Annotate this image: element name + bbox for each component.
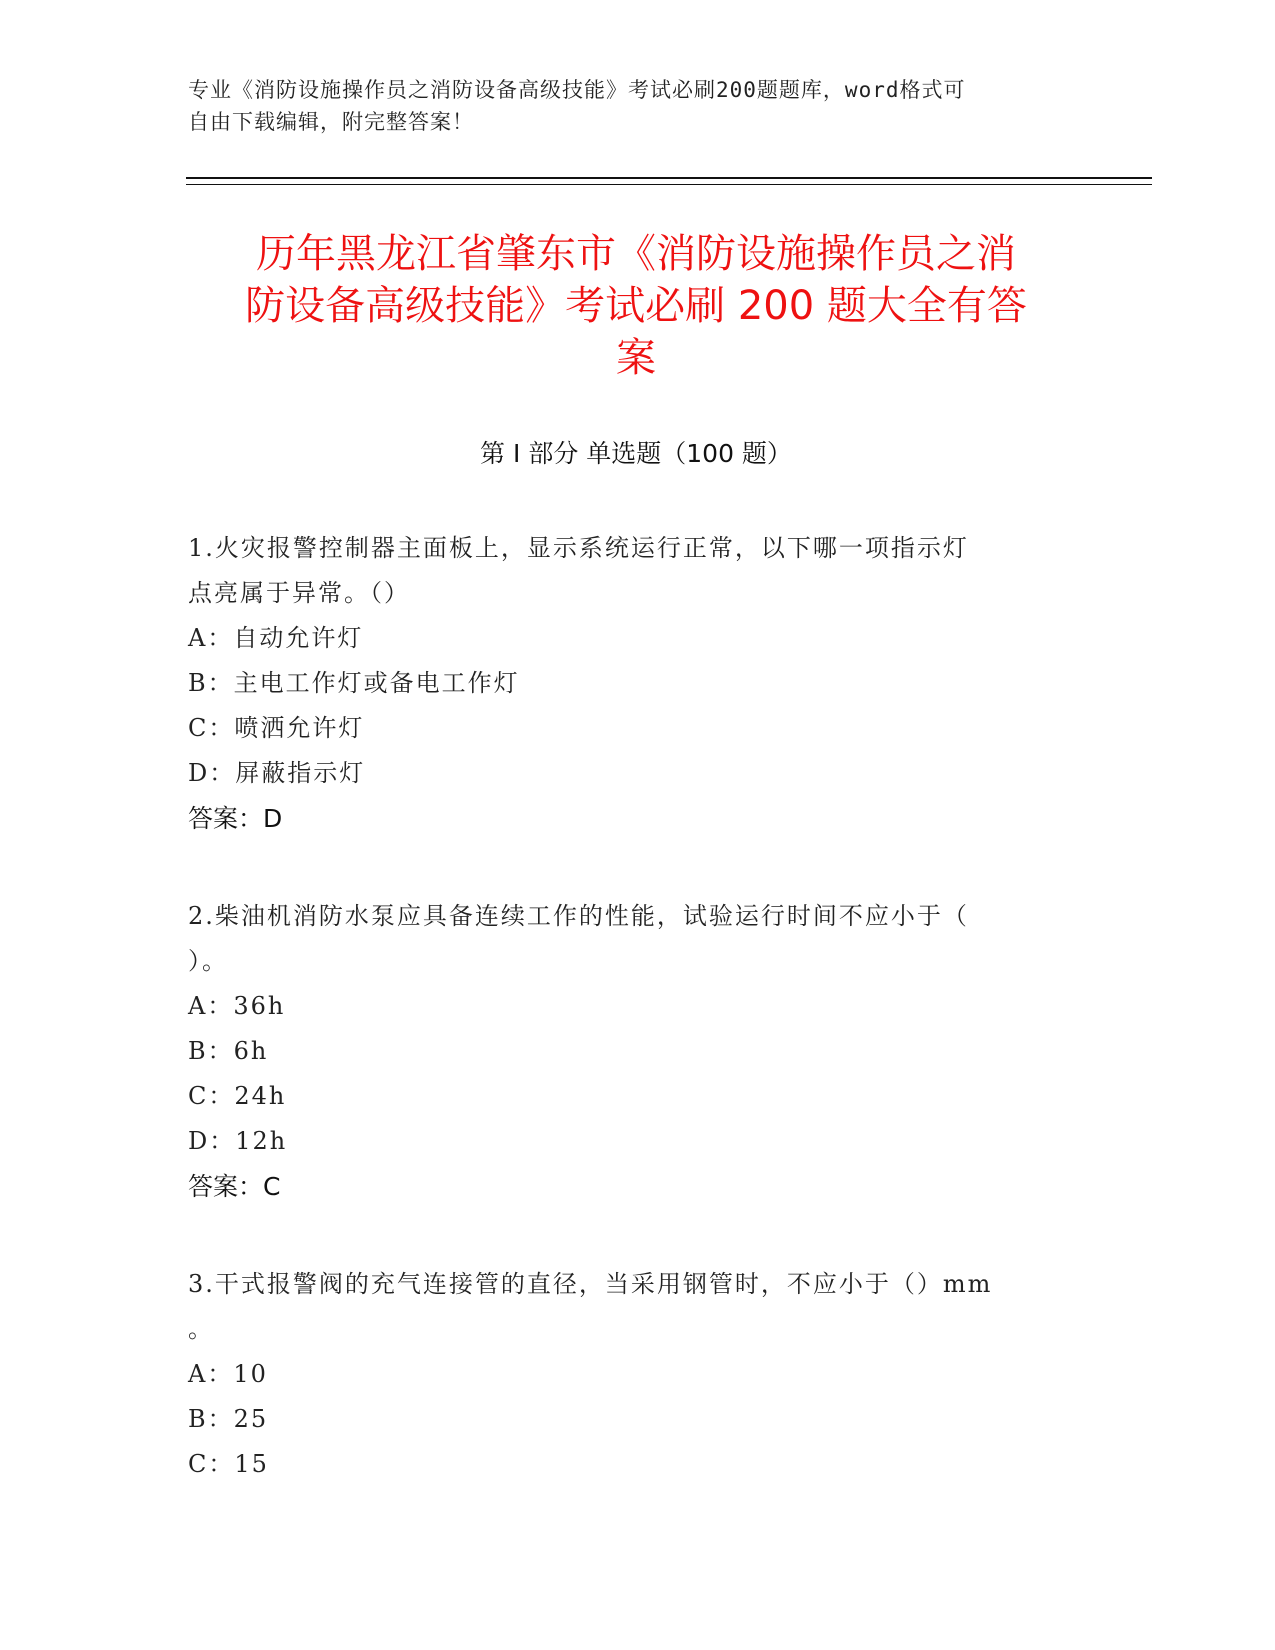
header-divider-thin (186, 184, 1152, 185)
question-1-option-b: B：主电工作灯或备电工作灯 (188, 669, 520, 697)
question-2-stem-line-2: ）。 (188, 947, 228, 975)
question-1-stem-line-1: 1.火灾报警控制器主面板上，显示系统运行正常，以下哪一项指示灯 (188, 534, 969, 562)
document-title-line-2: 防设备高级技能》考试必刷 200 题大全有答 (245, 283, 1027, 329)
question-1-option-c: C：喷洒允许灯 (188, 714, 365, 742)
question-3-stem-line-1: 3.干式报警阀的充气连接管的直径，当采用钢管时，不应小于（）mm (188, 1270, 993, 1298)
document-title-line-3: 案 (616, 335, 656, 381)
header-note (188, 74, 1088, 138)
question-3-option-c: C：15 (188, 1450, 269, 1478)
question-2-answer: 答案：C (188, 1172, 281, 1201)
question-1-stem-line-2: 点亮属于异常。（） (188, 579, 410, 607)
document-title (186, 228, 1086, 384)
question-1-option-a: A：自动允许灯 (188, 624, 364, 652)
question-2-option-b: B：6h (188, 1037, 269, 1065)
question-3-option-b: B：25 (188, 1405, 269, 1433)
question-1 (188, 526, 1088, 842)
question-3 (188, 1262, 1088, 1487)
question-2-option-a: A：36h (188, 992, 286, 1020)
section-title: 第 I 部分 单选题（100 题） (480, 439, 792, 468)
question-2-option-c: C：24h (188, 1082, 287, 1110)
header-note-line-2: 自由下载编辑，附完整答案！ (188, 110, 474, 134)
header-divider-thick (186, 177, 1152, 179)
question-2-stem-line-1: 2.柴油机消防水泵应具备连续工作的性能，试验运行时间不应小于（ (188, 902, 969, 930)
question-1-option-d: D：屏蔽指示灯 (188, 759, 366, 787)
question-list (188, 526, 1088, 1539)
question-1-answer: 答案：D (188, 804, 283, 833)
question-2 (188, 894, 1088, 1210)
question-2-option-d: D：12h (188, 1127, 288, 1155)
header-note-line-1: 专业《消防设施操作员之消防设备高级技能》考试必刷200题题库，word格式可 (188, 78, 966, 102)
question-3-option-a: A：10 (188, 1360, 268, 1388)
question-3-stem-line-2: 。 (188, 1315, 214, 1343)
document-title-line-1: 历年黑龙江省肇东市《消防设施操作员之消 (256, 231, 1016, 277)
